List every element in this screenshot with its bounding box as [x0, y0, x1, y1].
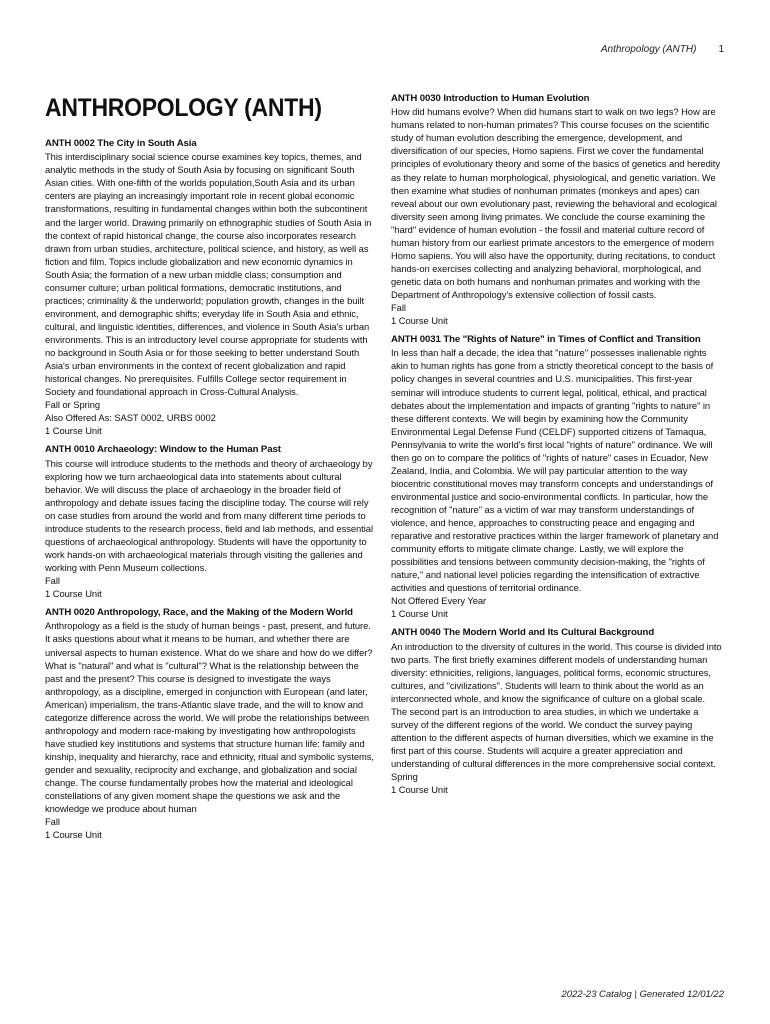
- course-entry: [391, 92, 723, 327]
- course-description: Anthropology as a field is the study of human beings - past, present, and future. It asks questions about what it means to be human, and whether there are universal aspects to human existence. What do we share and how do we differ? What is "natural" and what is "cultural"? What is the relationship between the past and the present? This course is designed to investigate the ways anthropology, as a discipline, emerged in conjunction with European (and later, American) imperialism, the trans-Atlantic slave trade, and the will to know and categorize difference across the world. We will probe the relationships between anthropology and modern race-making by investigating how anthropologists have studied key institutions and systems that structure human life: family and kinship, inequality and hierarchy, race and ethnicity, ritual and symbolic systems, gender and sexuality, reciprocity and exchange, and globalization and social change. The course fundamentally probes how the material and ideological constellations of any given moment shape the questions we ask and the knowledge we produce about human: [45, 620, 374, 815]
- course-title: ANTH 0031 The "Rights of Nature" in Times of Conflict and Transition: [391, 334, 701, 346]
- running-header: [601, 44, 724, 55]
- course-units: 1 Course Unit: [391, 784, 448, 796]
- course-title: ANTH 0002 The City in South Asia: [45, 138, 197, 149]
- header-section-title: Anthropology (ANTH): [600, 44, 697, 55]
- course-units: 1 Course Unit: [391, 315, 448, 327]
- course-description: How did humans evolve? When did humans start to walk on two legs? How are humans related to non-human primates? This course focuses on the scientific study of human evolution describing the emergence, development, and diversification of our species, Homo sapiens. First we cover the fundamental principles of evolutionary theory and some of the basics of genetics and heredity as they relate to human morphological, physiological, and genetic variation. We then examine what studies of nonhuman primates (monkeys and apes) can reveal about our own evolutionary past, reviewing the behavioral and ecological diversity seen among living primates. We conclude the course examining the "hard" evidence of human evolution - the fossil and material culture record of human history from our earliest primate ancestors to the emergence of modern Homo sapiens. You will also have the opportunity, during recitations, to conduct hands-on exercises collecting and analyzing behavioral, morphological, and genetic data on both humans and nonhuman primates and working with the Department of Anthropology's extensive collection of fossil casts.: [391, 106, 720, 300]
- course-terms: Fall: [45, 575, 60, 587]
- course-terms: Fall or Spring: [45, 399, 101, 411]
- course-title: ANTH 0010 Archaeology: Window to the Human Past: [45, 444, 281, 456]
- course-title: ANTH 0030 Introduction to Human Evolution: [391, 93, 590, 104]
- course-cross-listing: Also Offered As: SAST 0002, URBS 0002: [45, 412, 216, 424]
- course-entry: [391, 333, 723, 620]
- left-column: [45, 94, 377, 847]
- course-description: An introduction to the diversity of cultures in the world. This course is divided into two parts. The first briefly examines different models of understanding human diversity: ethnicities, religions, languages, political forms, economic structures, cultures, and "civilizations". Students will learn to think about the world as an interconnected whole, and know the significance of culture on a global scale. The second part is an introduction to area studies, in which we undertake a survey of the different regions of the world. We conduct the survey paying attention to the different aspects of human diversities, which we examine in the first part of this course. Students will acquire a greater appreciation and understanding of cultural differences in the more comprehensive social context.: [391, 640, 722, 770]
- course-units: 1 Course Unit: [45, 588, 102, 600]
- course-terms: Fall: [391, 302, 406, 313]
- course-description: In less than half a decade, the idea that "nature" possesses inalienable rights akin to human rights has gone from a strictly theoretical concept to the basis of policy changes in several countries and U.S. municipalities. This first-year seminar will introduce students to current legal, political, ethical, and practical debates about the implementation and impacts of granting "rights to nature" in these different contexts. We will begin by examining how the Community Environmental Legal Defense Fund (CELDF) supported citizens of Tamaqua, Pennsylvania to write the world's first local "rights of nature" ordinance. We will then go on to compare the politics of "rights of nature" cases in Ecuador, New Zealand, India, and Colombia. We will pay particular attention to the way biocentric constitutional moves may transform concepts and understandings of environmental justice and socio-environmental conflicts. In particular, how the recognition of "nature" as a victim of war may transform understandings of violence, and hence, approaches to constructing peace and engaging and reparative and restorative practices within the larger framework of planetary and community efforts to mitigate climate change. Lastly, we will explore the possibilities and tensions between community decision-making, the "rights of nature," and national level policies regarding the intensification of extractive activities and questions of territorial ordinance.: [391, 347, 719, 594]
- course-units: 1 Course Unit: [45, 829, 102, 841]
- course-entry: [45, 606, 377, 841]
- course-entry: [45, 443, 377, 600]
- catalog-footer: 2022-23 Catalog | Generated 12/01/22: [561, 989, 724, 1000]
- page-title: ANTHROPOLOGY (ANTH): [45, 94, 322, 122]
- course-entry: [45, 137, 377, 437]
- course-terms: Fall: [45, 816, 60, 828]
- course-description: This course will introduce students to the methods and theory of archaeology by exploring how we turn archaeological data into statements about cultural behavior. We will discuss the place of archaeology in the broader field of anthropology and debate issues facing the discipline today. The course will rely on case studies from around the world and from many different time periods to introduce students to the research process, field and lab methods, and essential questions of archaeological anthropology. Students will have the opportunity to work hands-on with archaeological materials through visiting the galleries and working with Penn Museum collections.: [45, 457, 373, 573]
- course-title: ANTH 0040 The Modern World and Its Cultural Background: [391, 627, 655, 639]
- page-number: 1: [718, 44, 724, 55]
- course-terms: Not Offered Every Year: [391, 595, 487, 607]
- course-units: 1 Course Unit: [391, 608, 448, 620]
- course-terms: Spring: [391, 771, 418, 783]
- course-title: ANTH 0020 Anthropology, Race, and the Making of the Modern World: [45, 607, 353, 619]
- course-units: 1 Course Unit: [45, 425, 102, 437]
- course-entry: [391, 626, 723, 796]
- course-description: This interdisciplinary social science course examines key topics, themes, and analytic methods in the study of South Asia by focusing on significant South Asian cities. With one-fifth of the worlds population,South Asia and its urban centers are playing an increasingly important role in recent global economic transformations, resulting in fundamental changes within both the subcontinent and the larger world. Drawing primarily on ethnographic studies of South Asia in the context of rapid historical change, the course also incorporates research drawn from urban studies, architecture, political science, and history, as well as fiction and film. Topics include globalization and new economic dynamics in South Asia; the formation of a new urban middle class; consumption and consumer culture; urban political formations, democratic institutions, and practices; criminality & the underworld; population growth, changes in the built environment, and demographic shifts; everyday life in South Asia and ethnic, cultural, and linguistic identities, differences, and violence in South Asia's urban environments. This is an introductory level course appropriate for students with no background in South Asia or for those seeking to better understand South Asia's urban environments in the context of recent globalization and rapid historical changes. No prerequisites. Fulfills College sector requirement in Society and foundational approach in Cross-Cultural Analysis.: [45, 151, 372, 398]
- right-column: [391, 92, 723, 802]
